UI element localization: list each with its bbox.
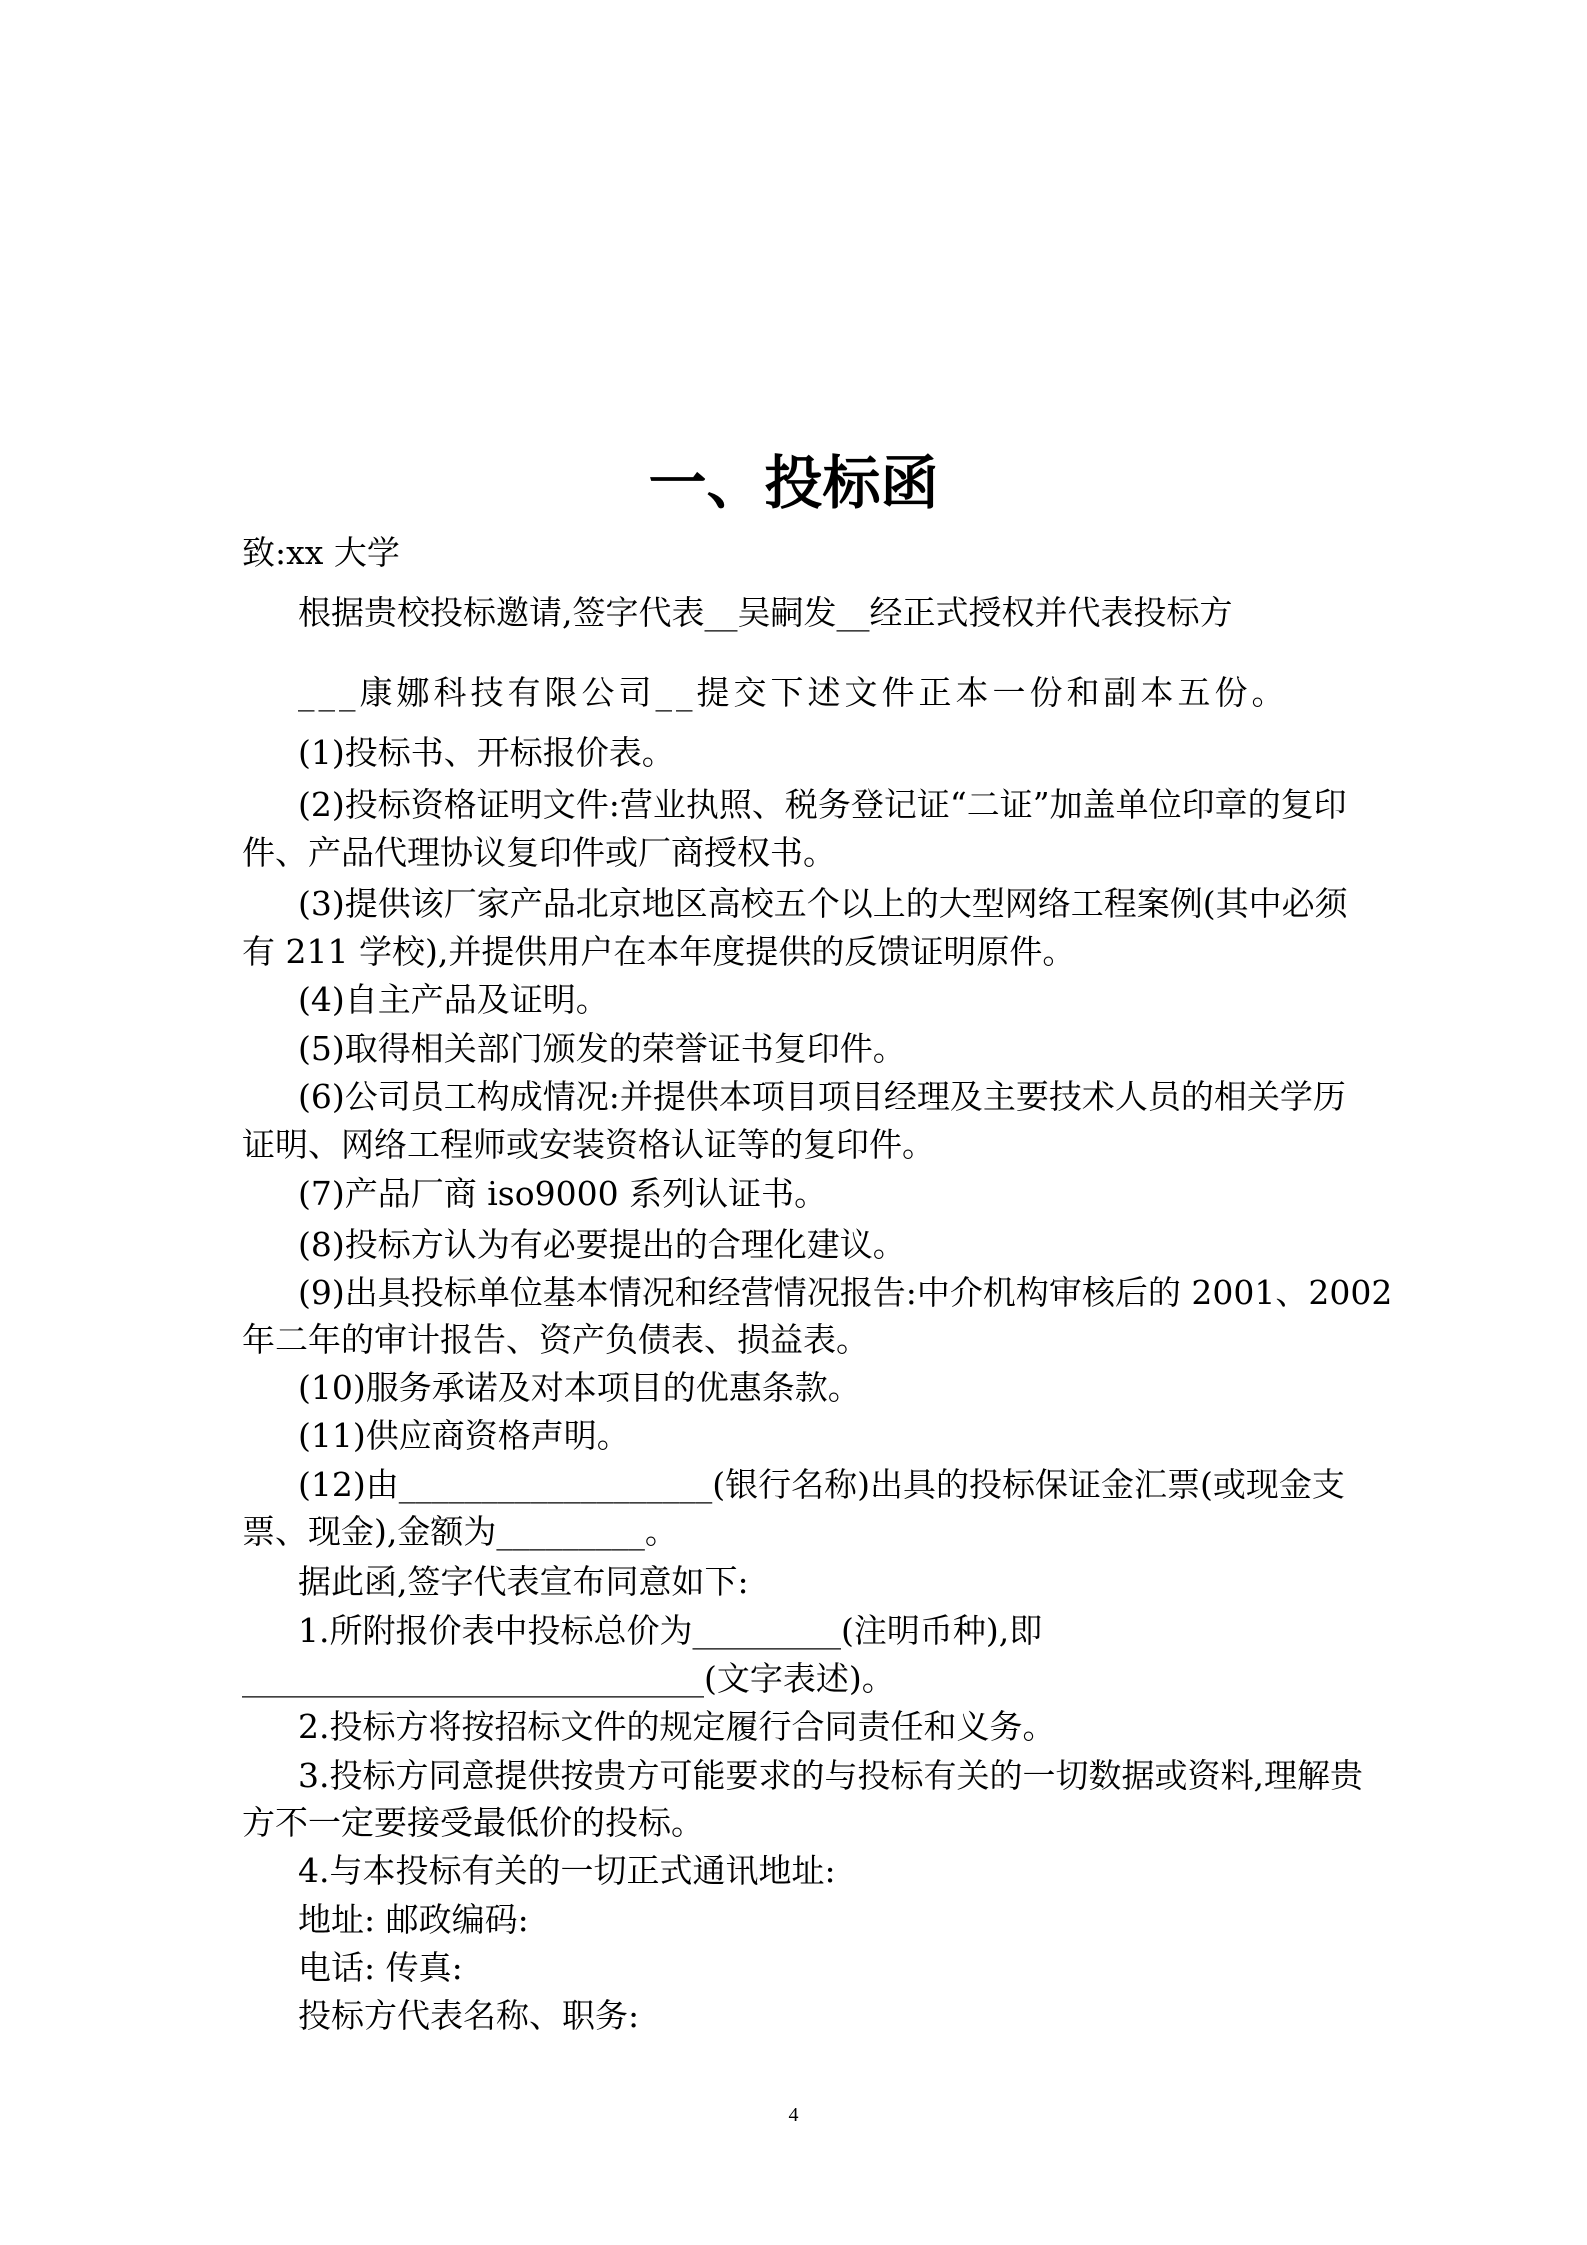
list-item: (12)由___________________(银行名称)出具的投标保证金汇票(或现金支	[298, 1465, 1345, 1504]
list-item: 件、产品代理协议复印件或厂商授权书。	[242, 833, 836, 872]
declaration-line: 据此函,签字代表宣布同意如下:	[298, 1562, 749, 1601]
page-number: 4	[788, 2104, 799, 2126]
list-item: (11)供应商资格声明。	[298, 1416, 630, 1455]
list-item: (5)取得相关部门颁发的荣誉证书复印件。	[298, 1029, 906, 1068]
list-item: (3)提供该厂家产品北京地区高校五个以上的大型网络工程案例(其中必须	[298, 884, 1348, 923]
declaration-line: 1.所附报价表中投标总价为_________(注明币种),即	[298, 1611, 1043, 1650]
list-item: 年二年的审计报告、资产负债表、损益表。	[242, 1320, 869, 1359]
declaration-line: 方不一定要接受最低价的投标。	[242, 1803, 704, 1842]
list-item: (9)出具投标单位基本情况和经营情况报告:中介机构审核后的 2001、2002	[298, 1273, 1393, 1312]
representative-line: 投标方代表名称、职务:	[298, 1996, 640, 2035]
list-item: (1)投标书、开标报价表。	[298, 733, 675, 772]
list-item: (10)服务承诺及对本项目的优惠条款。	[298, 1368, 861, 1407]
phone-line: 电话: 传真:	[298, 1948, 463, 1987]
address-line: 地址: 邮政编码:	[298, 1900, 529, 1939]
list-item: (2)投标资格证明文件:营业执照、税务登记证“二证”加盖单位印章的复印	[298, 785, 1347, 824]
declaration-line: ____________________________(文字表述)。	[242, 1659, 895, 1698]
addressee: 致:xx 大学	[242, 533, 400, 572]
list-item: (4)自主产品及证明。	[298, 980, 609, 1019]
intro-line: ___康娜科技有限公司__提交下述文件正本一份和副本五份。	[298, 673, 1289, 712]
declaration-line: 3.投标方同意提供按贵方可能要求的与投标有关的一切数据或资料,理解贵	[298, 1756, 1363, 1795]
page-title: 一、投标函	[648, 449, 939, 517]
list-item: 票、现金),金额为_________。	[242, 1512, 678, 1551]
list-item: (6)公司员工构成情况:并提供本项目项目经理及主要技术人员的相关学历	[298, 1077, 1346, 1116]
list-item: 证明、网络工程师或安装资格认证等的复印件。	[242, 1125, 935, 1164]
list-item: (8)投标方认为有必要提出的合理化建议。	[298, 1225, 906, 1264]
declaration-line: 2.投标方将按招标文件的规定履行合同责任和义务。	[298, 1707, 1056, 1746]
declaration-line: 4.与本投标有关的一切正式通讯地址:	[298, 1851, 836, 1890]
intro-line: 根据贵校投标邀请,签字代表__吴嗣发__经正式授权并代表投标方	[298, 593, 1233, 632]
list-item: 有 211 学校),并提供用户在本年度提供的反馈证明原件。	[242, 932, 1076, 971]
list-item: (7)产品厂商 iso9000 系列认证书。	[298, 1174, 828, 1213]
